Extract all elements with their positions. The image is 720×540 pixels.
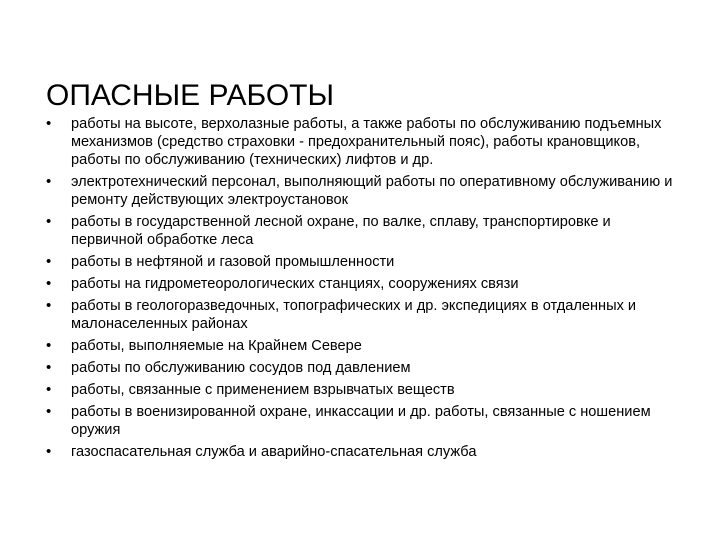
list-item: [46, 403, 686, 439]
list-item-text: работы, связанные с применением взрывчатых веществ: [71, 382, 455, 398]
bullet-dot-icon: •: [46, 253, 52, 270]
list-item: [46, 381, 686, 399]
list-item-text: работы, выполняемые на Крайнем Севере: [71, 338, 362, 354]
list-item-text: работы в геологоразведочных, топографических и др. экспедициях в отдаленных и малонаселенных районах: [71, 298, 637, 332]
slide-title: ОПАСНЫЕ РАБОТЫ: [46, 79, 335, 112]
bullet-dot-icon: •: [46, 173, 52, 190]
bullet-dot-icon: •: [46, 359, 52, 376]
bullet-dot-icon: •: [46, 297, 52, 314]
list-item: [46, 213, 686, 249]
list-item-text: работы в государственной лесной охране, по валке, сплаву, транспортировке и первичной обработке леса: [71, 214, 611, 248]
bullet-dot-icon: •: [46, 275, 52, 292]
list-item-text: газоспасательная служба и аварийно-спасательная служба: [71, 444, 477, 460]
list-item-text: работы по обслуживанию сосудов под давлением: [71, 360, 411, 376]
list-item: [46, 275, 686, 293]
bullet-dot-icon: •: [46, 381, 52, 398]
list-item-text: работы на гидрометеорологических станциях, сооружениях связи: [71, 276, 519, 292]
list-item-text: электротехнический персонал, выполняющий работы по оперативному обслуживанию и ремонту действующих электроустановок: [71, 174, 673, 208]
list-item-text: работы на высоте, верхолазные работы, а также работы по обслуживанию подъемных механизмов (средство страховки - предохранительный пояс), работы крановщиков, работы по обслуживанию (технических) лифтов и др.: [71, 116, 662, 168]
bullet-dot-icon: •: [46, 403, 52, 420]
bullet-dot-icon: •: [46, 337, 52, 354]
bullet-dot-icon: •: [46, 443, 52, 460]
list-item-text: работы в военизированной охране, инкассации и др. работы, связанные с ношением оружия: [71, 404, 651, 438]
bullet-dot-icon: •: [46, 115, 52, 132]
list-item-text: работы в нефтяной и газовой промышленности: [71, 254, 395, 270]
list-item: [46, 337, 686, 355]
bullet-list: [46, 115, 686, 465]
list-item: [46, 297, 686, 333]
list-item: [46, 443, 686, 461]
list-item: [46, 173, 686, 209]
list-item: [46, 115, 686, 169]
list-item: [46, 359, 686, 377]
list-item: [46, 253, 686, 271]
bullet-dot-icon: •: [46, 213, 52, 230]
